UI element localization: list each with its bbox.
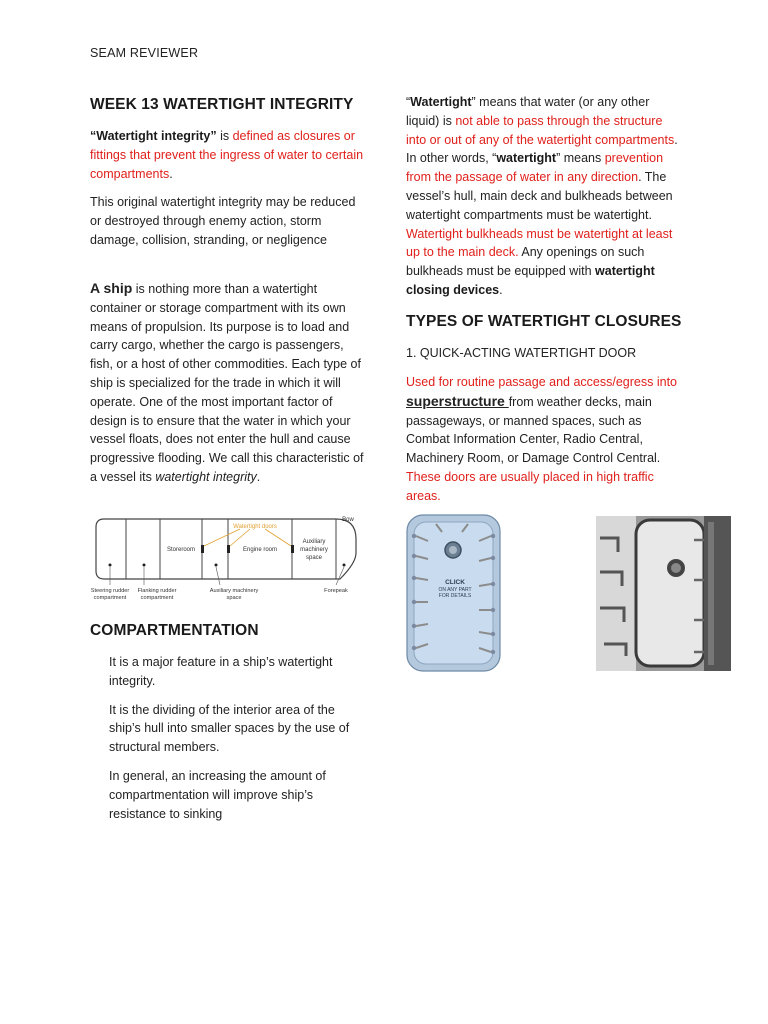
door-heading: 1. QUICK-ACTING WATERTIGHT DOOR <box>406 346 637 360</box>
section-title-compartmentation: COMPARTMENTATION <box>90 622 259 639</box>
text-span: . <box>169 166 173 181</box>
watertight-definition-paragraph <box>406 93 682 300</box>
text-span: is <box>216 129 233 143</box>
photo-port-glass <box>671 563 681 573</box>
definition-highlight: defined as closures or fittings that prevent the ingress of water to certain compartments <box>90 129 364 181</box>
text-span: Watertight bulkheads must be watertight at least up to the main deck. <box>406 226 673 260</box>
label-aux-machinery-2: space <box>226 595 242 601</box>
section-title-watertight-integrity: WEEK 13 WATERTIGHT INTEGRITY <box>90 96 354 113</box>
compartment-marker <box>343 564 346 567</box>
text-span: Used for routine passage and access/egress into <box>406 375 677 389</box>
door-click-text-3: FOR DETAILS <box>438 593 472 599</box>
watertight-door-mark <box>227 545 230 553</box>
term-watertight: Watertight <box>410 95 472 109</box>
list-item <box>64 653 365 691</box>
text-span: from weather decks, main passageways, or manned spaces, such as Combat Information Center, Radio Central, Machinery Room, or Damage Control Central. <box>406 394 661 466</box>
door-click-text-2: ON ANY PART <box>438 587 472 593</box>
text-span: is nothing more than a watertight container or storage compartment with its own means of propulsion. Its purpose is to load and carry cargo, whether the cargo is passengers, fish, or a host of other commodities. Each type of ship is specialized for the trade in which it will operate. One of the most important factor of design is to ensure that the water in which your vessel floats, does not enter the hull and cause progressive flooding. We call this characteristic of a vessel its <box>90 282 364 484</box>
text-span: not able to pass through the structure into or out of any of the watertight compartments <box>406 113 675 147</box>
label-storeroom: Storeroom <box>166 547 196 553</box>
label-steering-2: compartment <box>93 595 127 601</box>
watertight-door-mark <box>291 545 294 553</box>
text-span: ” means that water (or any other liquid) is <box>406 95 650 128</box>
text-span: In general, an increasing the amount of compartmentation will improve ship’s resistance to sinking <box>109 768 326 821</box>
text-span: These doors are usually placed in high traffic areas. <box>406 469 654 503</box>
label-watertight-doors: Watertight doors <box>233 524 277 530</box>
definition-paragraph <box>90 127 365 183</box>
ship-paragraph <box>90 279 365 487</box>
watertight-door-mark <box>201 545 204 553</box>
label-aux-space-2: machinery <box>300 547 328 553</box>
text-span: watertight closing devices <box>406 264 655 297</box>
photo-frame-rail <box>708 522 714 665</box>
term-a-ship: A ship <box>90 280 133 296</box>
text-span: . In other words, “ <box>406 132 678 166</box>
photo-door-leaf <box>636 520 704 666</box>
label-engine-room: Engine room <box>242 547 278 553</box>
page-header: SEAM REVIEWER <box>90 46 199 60</box>
door-description <box>406 373 682 506</box>
text-span: . <box>256 469 261 484</box>
compartment-marker <box>109 564 112 567</box>
term-watertight-integrity: “Watertight integrity” <box>90 129 217 143</box>
label-steering-1: Steering rudder <box>90 588 130 594</box>
door-click-text: CLICK <box>445 579 465 586</box>
list-item <box>64 767 365 823</box>
label-forepeak: Forepeak <box>324 588 348 594</box>
door-port-glass <box>449 546 457 554</box>
text-span: watertight <box>496 151 557 166</box>
text-span: . <box>499 282 503 297</box>
text-span: Any openings on such bulkheads must be equipped with <box>406 245 645 279</box>
label-aux-machinery-1: Auxiliary machinery <box>209 588 259 594</box>
label-flanking-1: Flanking rudder <box>137 588 177 594</box>
compartment-marker <box>143 564 146 567</box>
ship-compartment-diagram <box>90 513 360 605</box>
label-aux-space-1: Auxiliary <box>302 539 326 545</box>
text-span: “ <box>406 95 411 109</box>
text-span: It is a major feature in a ship’s watertight integrity. <box>109 655 333 688</box>
text-span: . The vessel’s hull, main deck and bulkheads between watertight compartments must be watertight. <box>406 170 673 222</box>
label-bow: Bow <box>342 517 354 523</box>
list-item <box>64 701 365 757</box>
text-span: ” means <box>556 151 605 166</box>
label-aux-space-3: space <box>305 555 323 561</box>
compartmentation-list <box>64 653 365 833</box>
compartment-marker <box>215 564 218 567</box>
section-title-types-of-closures: TYPES OF WATERTIGHT CLOSURES <box>406 313 682 330</box>
text-span: It is the dividing of the interior area of the ship’s hull into smaller spaces by the use of structural members. <box>109 702 350 755</box>
text-span: prevention from the passage of water in any direction <box>406 151 664 185</box>
watertight-door-illustration[interactable] <box>406 514 501 672</box>
label-flanking-2: compartment <box>140 595 174 601</box>
term-watertight-integrity-italic: watertight integrity <box>155 469 257 484</box>
reduced-integrity-paragraph: This original watertight integrity may be reduced or destroyed through enemy action, storm damage, collision, stranding, or negligence <box>90 195 356 247</box>
watertight-door-photo <box>596 516 731 671</box>
term-superstructure: superstructure <box>406 392 509 409</box>
